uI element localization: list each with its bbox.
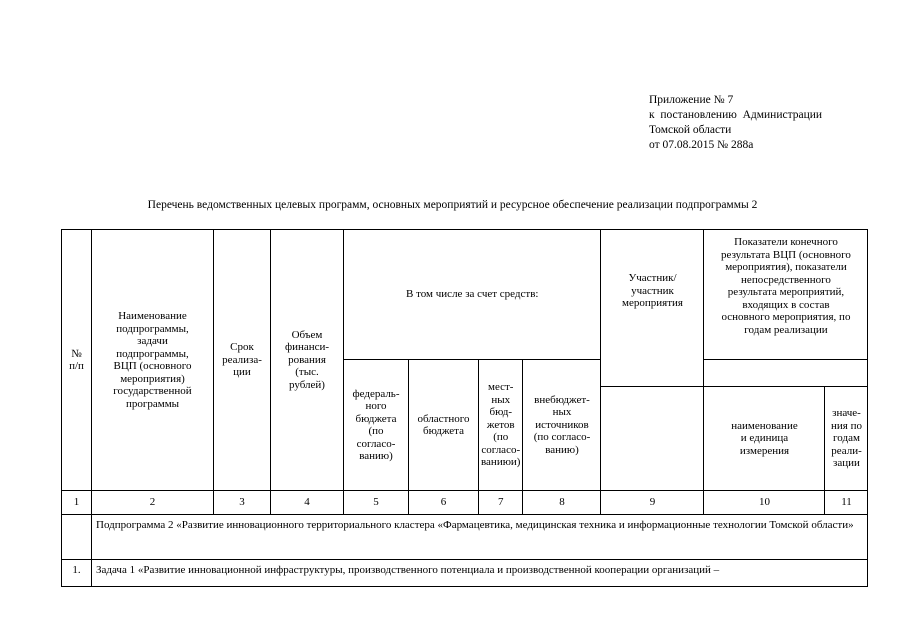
- header-local: мест- ных бюд- жетов (по согласо- ваниюи): [479, 360, 523, 491]
- appendix-line: Томской области: [649, 124, 732, 136]
- document-title: Перечень ведомственных целевых программ, основных мероприятий и ресурсное обеспечение реализации подпрограммы 2: [147, 199, 758, 211]
- header-offbudget: внебюджет- ных источников (по согласо- ванию): [523, 360, 601, 491]
- column-number: 5: [344, 491, 409, 515]
- appendix-line: к постановлению Администрации: [649, 109, 823, 121]
- column-number: 4: [271, 491, 344, 515]
- header-participant-spacer: [601, 387, 704, 491]
- header-participant: Участник/ участник мероприятия: [601, 230, 704, 387]
- table-row: [62, 515, 868, 560]
- appendix-line: от 07.08.2015 № 288а: [649, 139, 754, 151]
- column-number: 7: [479, 491, 523, 515]
- column-number: 11: [825, 491, 868, 515]
- column-number: 9: [601, 491, 704, 515]
- header-name: Наименование подпрограммы, задачи подпрограммы, ВЦП (основного мероприятия) государственной программы: [92, 230, 214, 491]
- column-number: 2: [92, 491, 214, 515]
- table-row: [62, 560, 868, 587]
- column-number: 1: [62, 491, 92, 515]
- header-regional: областного бюджета: [409, 360, 479, 491]
- header-indicators: Показатели конечного результата ВЦП (основного мероприятия), показатели непосредственного результата мероприятий, входящих в состав основного мероприятия, по годам реализации: [704, 230, 868, 360]
- header-indicators-spacer: [704, 360, 868, 387]
- header-volume: Объем финанси- рования (тыс. рублей): [271, 230, 344, 491]
- header-indicator-name: наименование и единица измерения: [704, 387, 825, 491]
- header-indicator-value: значе- ния по годам реали- зации: [825, 387, 868, 491]
- column-number: 6: [409, 491, 479, 515]
- appendix-block: [649, 93, 822, 153]
- header-term: Срок реализа- ции: [214, 230, 271, 491]
- appendix-line: Приложение № 7: [649, 94, 734, 106]
- program-table: [61, 229, 868, 587]
- header-funding-sources: В том числе за счет средств:: [344, 230, 601, 360]
- row-num: [62, 515, 92, 560]
- column-number-row: [62, 491, 868, 515]
- column-number: 3: [214, 491, 271, 515]
- subprogram-title: Подпрограмма 2 «Развитие инновационного территориального кластера «Фармацевтика, медицинская техника и информационные технологии Томской области»: [92, 515, 868, 560]
- header-federal: федераль- ного бюджета (по согласо- ванию): [344, 360, 409, 491]
- header-num: № п/п: [62, 230, 92, 491]
- task-title: Задача 1 «Развитие инновационной инфраструктуры, производственного потенциала и производственной кооперации организаций –: [92, 560, 868, 587]
- column-number: 10: [704, 491, 825, 515]
- row-num: 1.: [62, 560, 92, 587]
- column-number: 8: [523, 491, 601, 515]
